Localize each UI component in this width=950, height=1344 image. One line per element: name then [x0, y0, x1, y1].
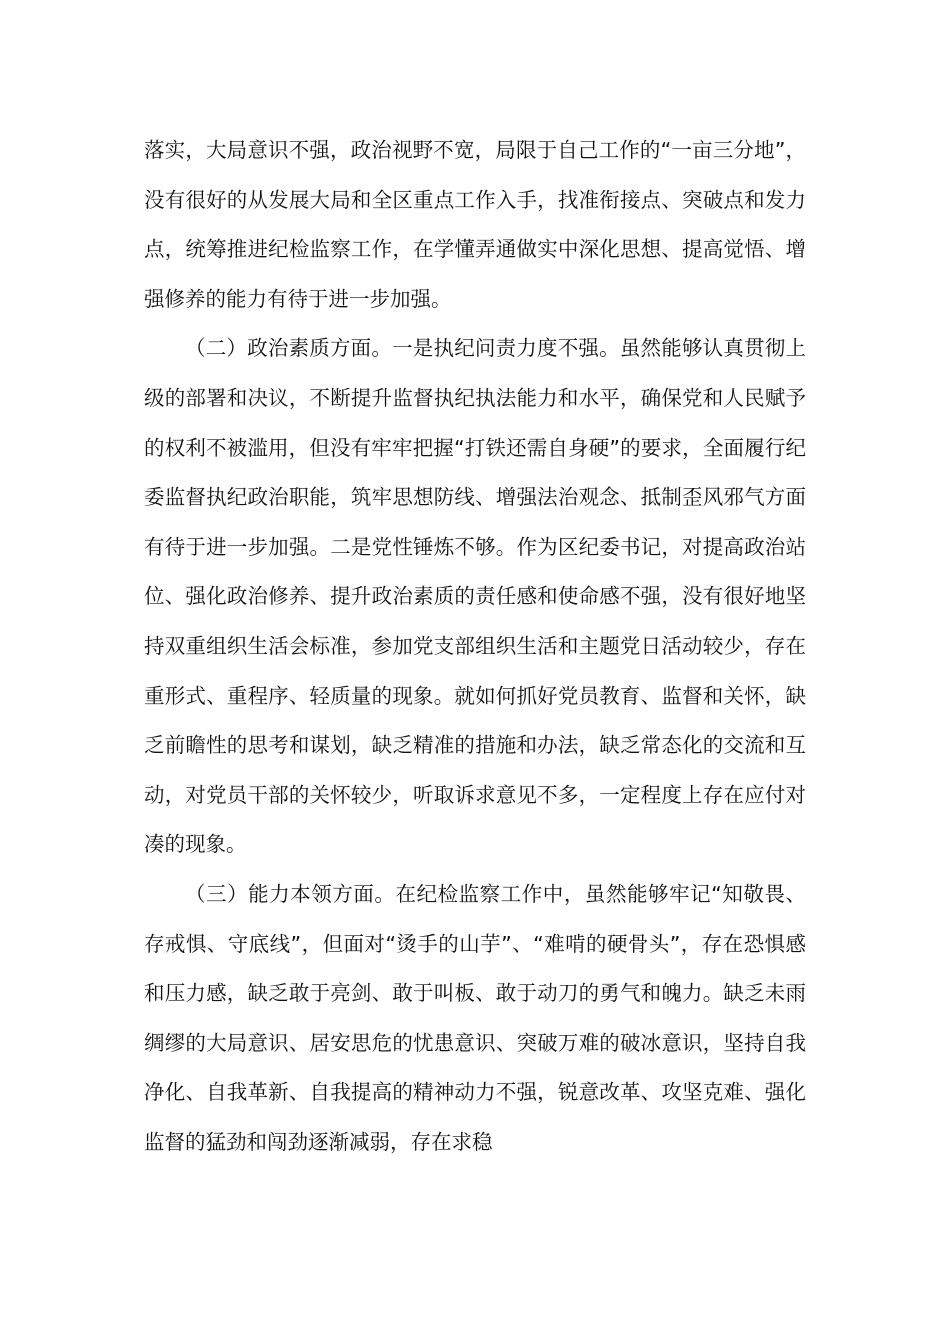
paragraph-continuation: 落实，大局意识不强，政治视野不宽，局限于自己工作的“一亩三分地”，没有很好的从发展大局和全区重点工作入手，找准衔接点、突破点和发力点，统筹推进纪检监察工作，在学懂弄通做实中深化思想、提高觉悟、增强修养的能力有待于进一步加强。 [144, 138, 806, 311]
paragraph-political-quality: （二）政治素质方面。一是执纪问责力度不强。虽然能够认真贯彻上级的部署和决议，不断提升监督执纪执法能力和水平，确保党和人民赋予的权利不被滥用，但没有牢牢把握“打铁还需自身硬”的要求，全面履行纪委监督执纪政治职能，筑牢思想防线、增强法治观念、抵制歪风邪气方面有待于进一步加强。二是党性锤炼不够。作为区纪委书记，对提高政治站位、强化政治修养、提升政治素质的责任感和使命感不强，没有很好地坚持双重组织生活会标准，参加党支部组织生活和主题党日活动较少，存在重形式、重程序、轻质量的现象。就如何抓好党员教育、监督和关怀，缺乏前瞻性的思考和谋划，缺乏精准的措施和办法，缺乏常态化的交流和互动，对党员干部的关怀较少，听取诉求意见不多，一定程度上存在应付对凑的现象。 [144, 336, 806, 857]
paragraph-ability: （三）能力本领方面。在纪检监察工作中，虽然能够牢记“知敬畏、存戒惧、守底线”，但面对“烫手的山芋”、“难啃的硬骨头”，存在恐惧感和压力感，缺乏敢于亮剑、敢于叫板、敢于动刀的勇气和魄力。缺乏未雨绸缪的大局意识、居安思危的忧患意识、突破万难的破冰意识，坚持自我净化、自我革新、自我提高的精神动力不强，锐意改革、攻坚克难、强化监督的猛劲和闯劲逐渐减弱，存在求稳 [144, 881, 806, 1154]
document-body [144, 126, 806, 1167]
